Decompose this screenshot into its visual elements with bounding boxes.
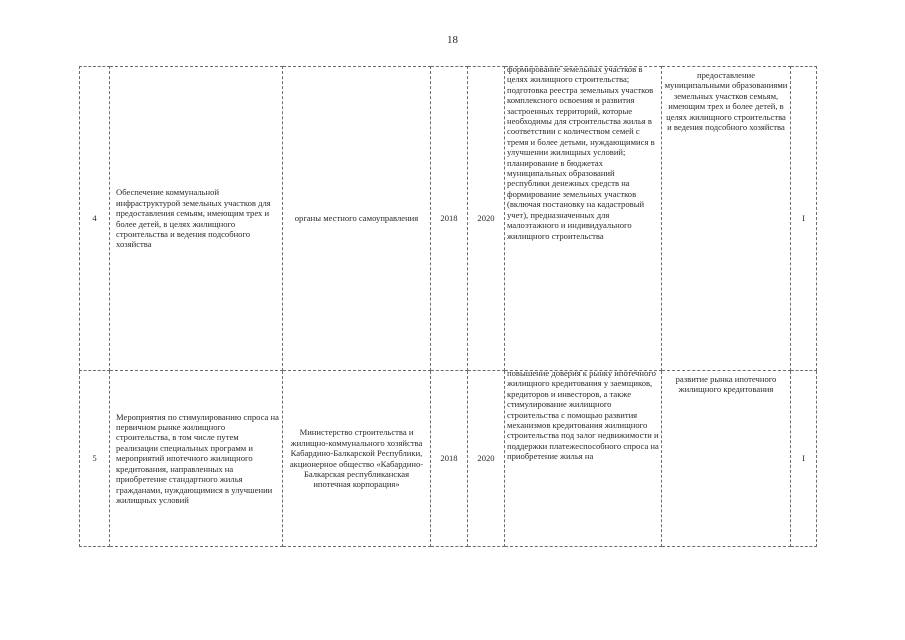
action-cell: Обеспечение коммунальной инфраструктурой земельных участков для предоставления семьям, имеющим трех и более детей, в целях жилищного строительства и ведения подсобного хозяйства [110,67,283,371]
page-number: 18 [447,34,458,46]
result-cell [505,368,662,547]
year-start-cell: 2018 [431,67,468,371]
measures-table [79,66,817,547]
year-start-cell: 2018 [431,371,468,547]
target-cell: развитие рынка ипотечного жилищного кредитования [662,371,791,547]
table-row [80,67,817,371]
result-cell [505,64,662,371]
result-text: повышение доверия к рынку ипотечного жилищного кредитования у заемщиков, кредиторов и инвесторов, а также стимулирование жилищного строительства с помощью развития механизмов кредитования жилищного строительства под залог недвижимости и поддержки платежеспособного спроса на приобретение жилья на [507,368,659,462]
table-row [80,371,817,547]
row-number: 4 [80,67,110,371]
executor-cell: Министерство строительства и жилищно-коммунального хозяйства Кабардино-Балкарской Республики, акционерное общество «Кабардино-Балкарская республиканская ипотечная корпорация» [283,371,431,547]
extra-cell: I [791,371,817,547]
extra-cell: I [791,67,817,371]
year-end-cell: 2020 [468,371,505,547]
year-end-cell: 2020 [468,67,505,371]
action-cell: Мероприятия по стимулированию спроса на первичном рынке жилищного строительства, в том числе путем реализации специальных программ и мероприятий ипотечного жилищного кредитования, направленных на приобретение стандартного жилья гражданами, нуждающимися в улучшении жилищных условий [110,371,283,547]
row-number: 5 [80,371,110,547]
result-text: формирование земельных участков в целях жилищного строительства; подготовка реестра земельных участков комплексного освоения и развития застроенных территорий, которые необходимы для строительства жилья в соответствии с количеством семей с тремя и более детьми, нуждающимися в улучшении жилищных условий; планирование в бюджетах муниципальных образований республики денежных средств на формирование земельных участков (включая постановку на кадастровый учет), предназначенных для малоэтажного и индивидуального жилищного строительства [507,64,655,241]
target-cell: предоставление муниципальными образованиями земельных участков семьям, имеющим трех и более детей, в целях жилищного строительства и ведения подсобного хозяйства [662,67,791,371]
executor-cell: органы местного самоуправления [283,67,431,371]
